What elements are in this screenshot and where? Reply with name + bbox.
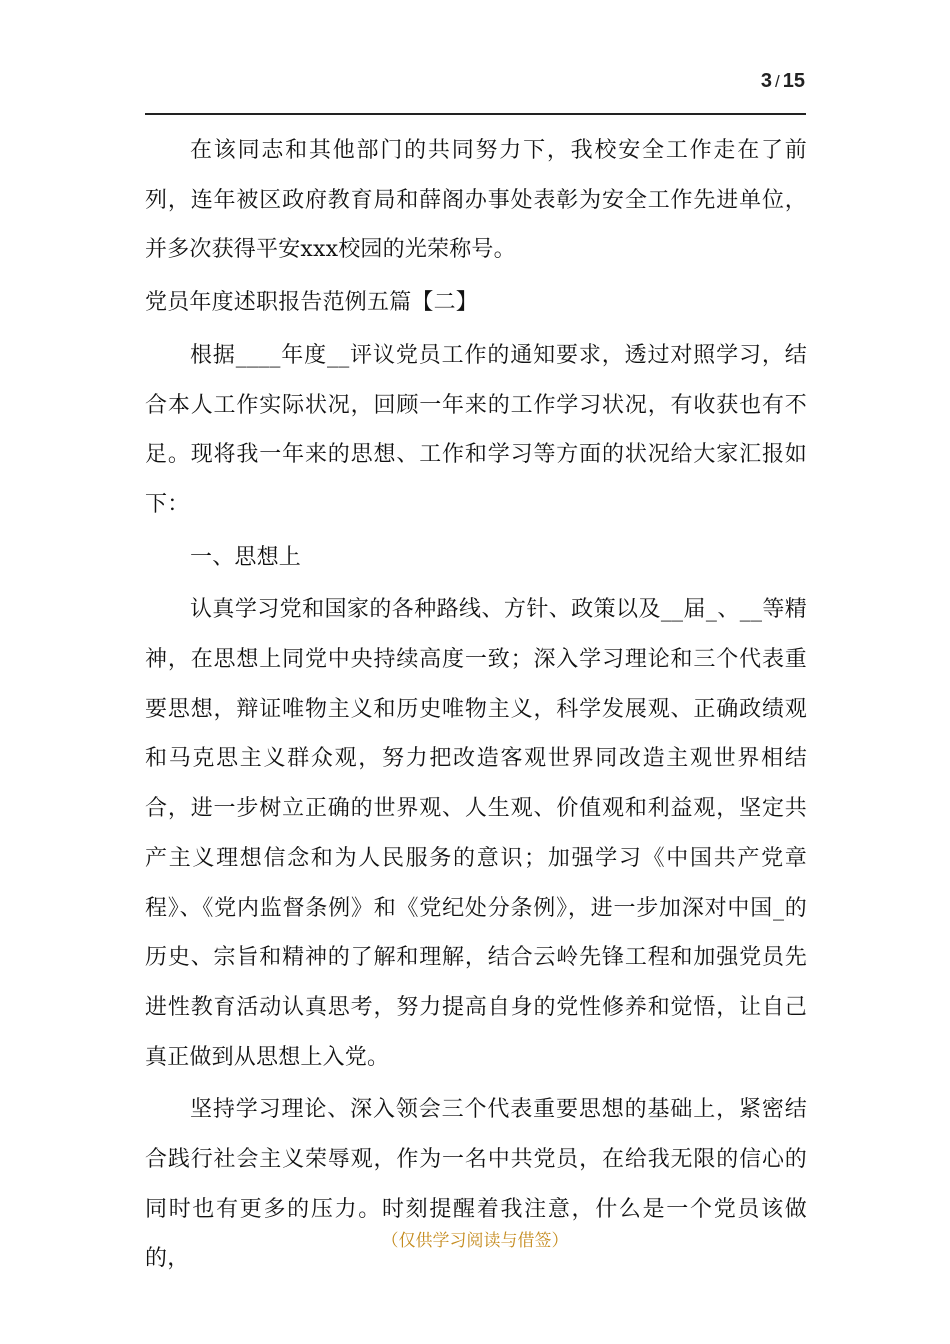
body-paragraph: 坚持学习理论、深入领会三个代表重要思想的基础上，紧密结合践行社会主义荣辱观，作为一名中共党员，在给我无限的信心的同时也有更多的压力。时刻提醒着我注意，什么是一个党员该做的， xyxy=(145,1097,807,1272)
page-separator: / xyxy=(775,72,780,91)
body-paragraph: 认真学习党和国家的各种路线、方针、政策以及__届_、__等精神，在思想上同党中央持续高度一致；深入学习理论和三个代表重要思想，辩证唯物主义和历史唯物主义，科学发展观、正确政绩观和马克思主义群众观，努力把改造客观世界同改造主观世界相结合，进一步树立正确的世界观、人生观、价值观和利益观，坚定共产主义理想信念和为人民服务的意识；加强学习《中国共产党章程》、《党内监督条例》和《党纪处分条例》，进一步加深对中国_的历史、宗旨和精神的了解和理解，结合云岭先锋工程和加强党员先进性教育活动认真思考，努力提高自身的党性修养和觉悟，让自己真正做到从思想上入党。 xyxy=(145,597,807,1070)
footer-note: （仅供学习阅读与借签） xyxy=(381,1231,569,1251)
header-divider xyxy=(145,113,806,115)
page-current: 3 xyxy=(760,70,773,92)
body-paragraph: 根据____年度__评议党员工作的通知要求，透过对照学习，结合本人工作实际状况，回顾一年来的工作学习状况，有收获也有不足。现将我一年来的思想、工作和学习等方面的状况给大家汇报如下： xyxy=(145,342,807,517)
subsection-heading: 一、思想上 xyxy=(190,544,302,570)
body-paragraph: 在该同志和其他部门的共同努力下，我校安全工作走在了前列，连年被区政府教育局和薛阁办事处表彰为安全工作先进单位，并多次获得平安xxx校园的光荣称号。 xyxy=(145,138,807,263)
document-body xyxy=(145,126,807,1284)
page-number xyxy=(761,70,805,93)
section-heading: 党员年度述职报告范例五篇【二】 xyxy=(145,290,479,316)
page-total: 15 xyxy=(782,70,805,92)
